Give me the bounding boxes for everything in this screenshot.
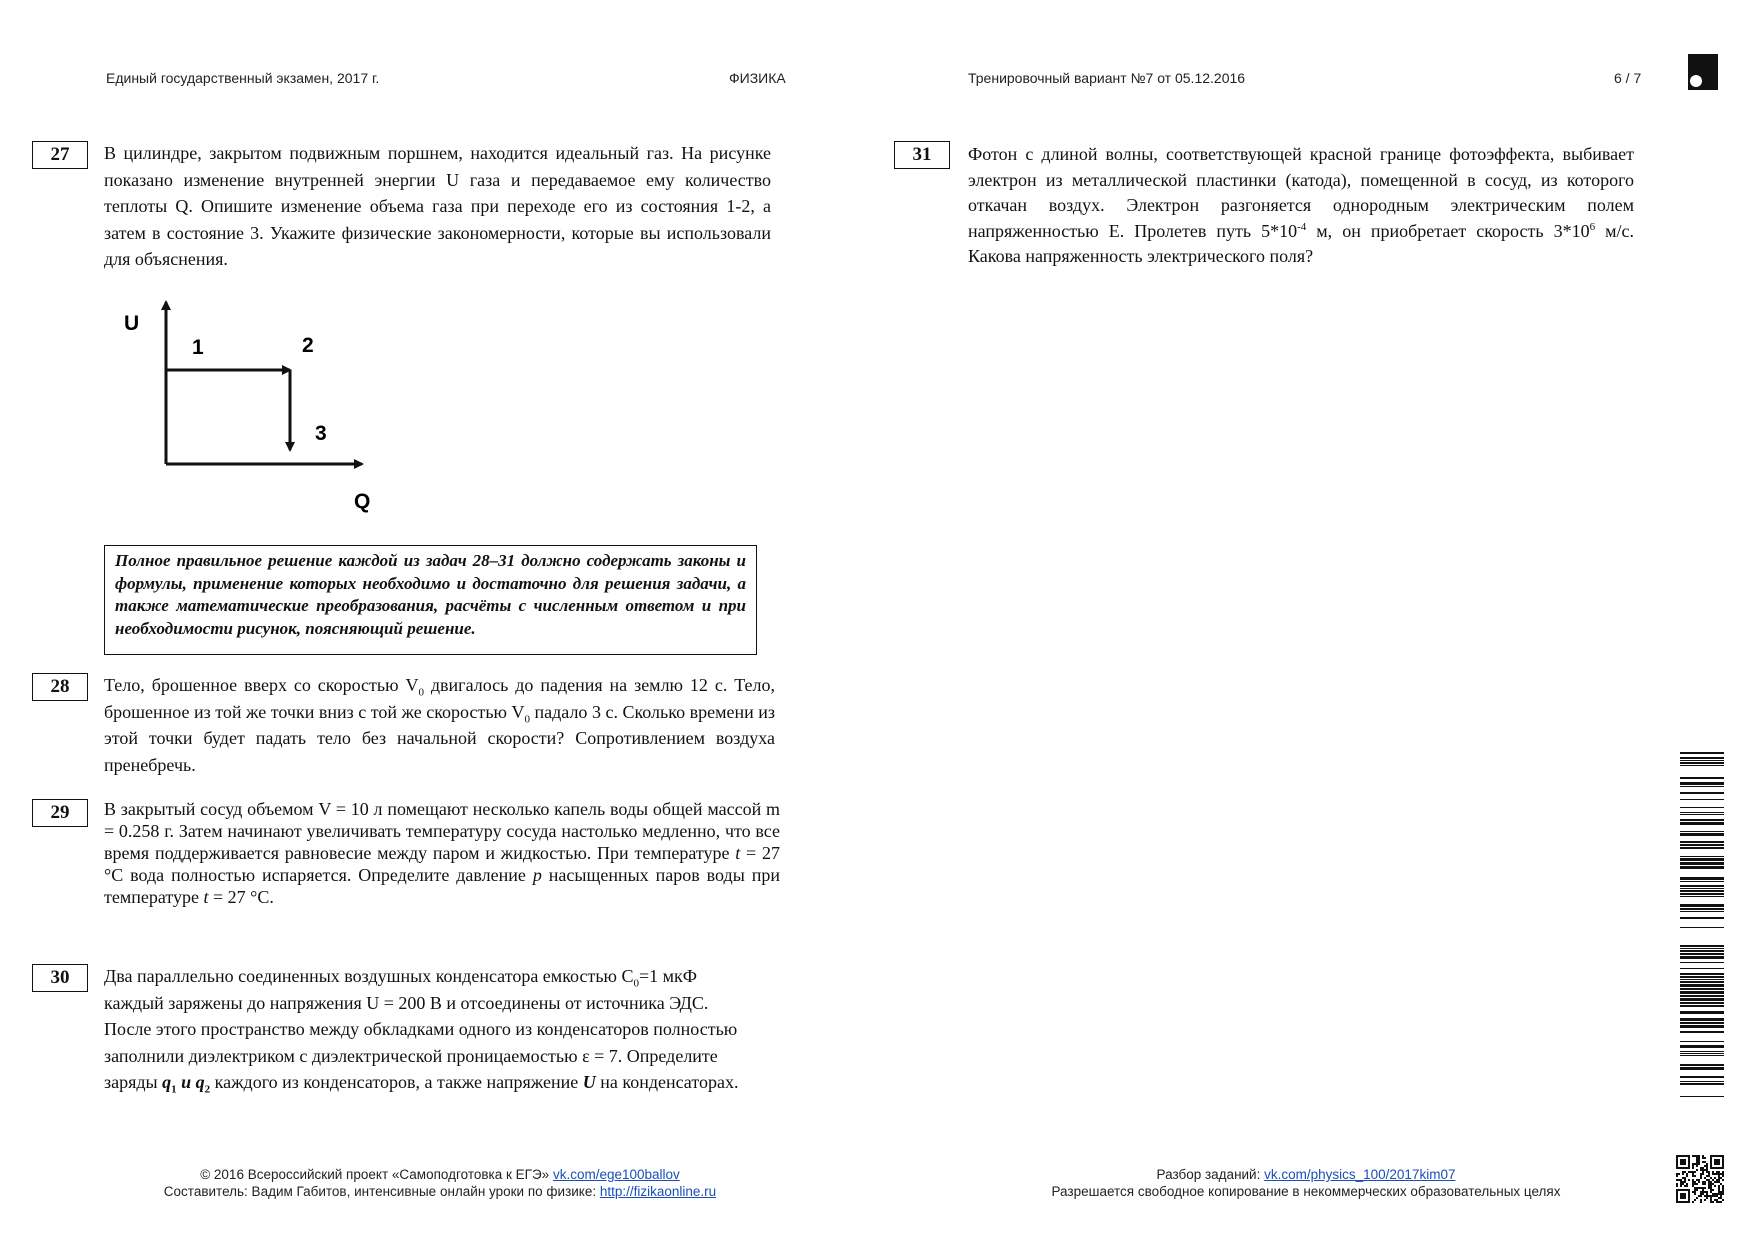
- task-27-text: В цилиндре, закрытом подвижным поршнем, находится идеальный газ. На рисунке показано изменение внутренней энергии U газа и передаваемое ему количество теплоты Q. Опишите изменение объема газа при переходе его из состояния 1-2, а затем в состояние 3. Укажите физические закономерности, которые вы использовали для объяснения.: [104, 143, 771, 269]
- header-subject: ФИЗИКА: [729, 70, 786, 86]
- corner-registration-mark: [1688, 54, 1718, 90]
- footer-analysis-label: Разбор заданий:: [1156, 1167, 1265, 1182]
- qr-code: [1676, 1155, 1724, 1203]
- header-variant: Тренировочный вариант №7 от 05.12.2016: [968, 70, 1246, 86]
- state-3-label: 3: [315, 422, 327, 445]
- task-30-number: 30: [32, 964, 88, 992]
- footer-project: © 2016 Всероссийский проект «Самоподготовка к ЕГЭ»: [200, 1167, 553, 1182]
- state-2-label: 2: [302, 334, 314, 357]
- q-axis-label: Q: [354, 490, 371, 513]
- footer-right: [1006, 1166, 1606, 1200]
- task-31-number: 31: [894, 141, 950, 169]
- barcode: [1680, 752, 1724, 1102]
- header-page-number: 6 / 7: [1614, 70, 1642, 86]
- task-28-number: 28: [32, 673, 88, 701]
- task-31-text: Фотон с длиной волны, соответствующей красной границе фотоэффекта, выбивает электрон из металлической пластинки (катода), помещенной в сосуд, из которого откачан воздух. Электрон разгоняется однородным электрическим полем напряженностью E. Пролетев путь $5*10^{-4}$ м, он приобретает скорость $3*10^6$ м/с. Какова напряженность электрического поля?: [968, 144, 1634, 266]
- u-q-diagram: [110, 292, 390, 522]
- state-1-label: 1: [192, 336, 204, 359]
- footer-left: [120, 1166, 760, 1200]
- footer-link-vk-physics[interactable]: vk.com/physics_100/2017kim07: [1264, 1167, 1456, 1182]
- task-27-number: 27: [32, 141, 88, 169]
- header-exam: Единый государственный экзамен, 2017 г.: [106, 70, 380, 86]
- solution-requirements-note: Полное правильное решение каждой из задач 28–31 должно содержать законы и формулы, применение которых необходимо и достаточно для решения задачи, а также математические преобразования, расчёты с численным ответом и при необходимости рисунок, поясняющий решение.: [104, 545, 757, 655]
- task-29-number: 29: [32, 799, 88, 827]
- footer-author: Составитель: Вадим Габитов, интенсивные онлайн уроки по физике:: [163, 1184, 600, 1199]
- task-30-text: Два параллельно соединенных воздушных конденсатора емкостью $C_0=1$ мкФ каждый заряжены до напряжения U = 200 В и отсоединены от источника ЭДС. После этого пространство между обкладками одного из конденсаторов полностью заполнили диэлектриком с диэлектрической проницаемостью ε = 7. Определите заряды $q_1$ и $q_2$ каждого из конденсаторов, а также напряжение U на конденсаторах.: [104, 966, 739, 1096]
- footer-link-vk-ege[interactable]: vk.com/ege100ballov: [552, 1167, 680, 1182]
- task-28-text: Тело, брошенное вверх со скоростью $V_0$ двигалось до падения на землю 12 с. Тело, брошенное из той же точки вниз с той же скоростью $V_0$ падало 3 с. Сколько времени из этой точки будет падать тело без начальной скорости? Сопротивлением воздуха пренебречь.: [104, 675, 776, 775]
- footer-copy-permission: Разрешается свободное копирование в некоммерческих образовательных целях: [1051, 1184, 1561, 1199]
- footer-link-fizikaonline[interactable]: http://fizikaonline.ru: [599, 1184, 717, 1199]
- task-29-text: В закрытый сосуд объемом V = 10 л помещают несколько капель воды общей массой m = 0.258 г. Затем начинают увеличивать температуру сосуда настолько медленно, что все время поддерживается равновесие между паром и жидкостью. При температуре t = 27 °C вода полностью испаряется. Определите давление p насыщенных паров воды при температуре t = 27 °C.: [104, 799, 780, 907]
- u-axis-label: U: [124, 312, 140, 335]
